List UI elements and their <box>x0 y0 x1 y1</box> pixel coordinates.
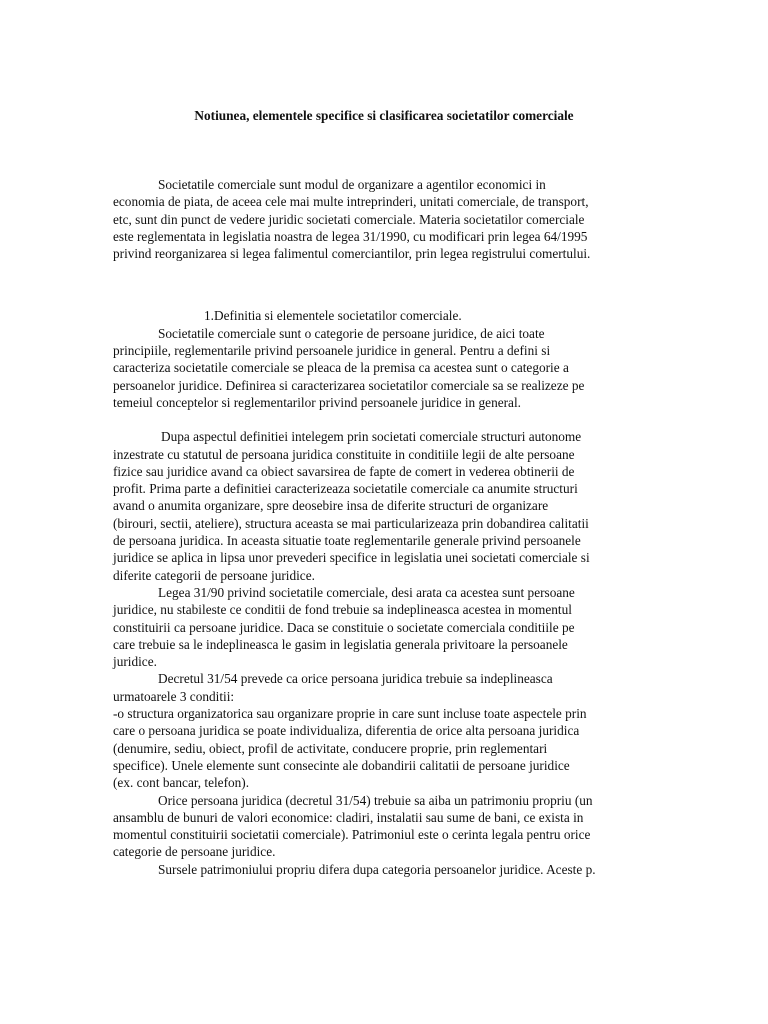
text-line: caracteriza societatile comerciale se pleaca de la premisa ca acestea sunt o categorie a <box>113 360 569 376</box>
text-line: avand o anumita organizare, spre deosebire insa de diferite structuri de organizare <box>113 498 549 514</box>
document-title: Notiunea, elementele specifice si clasificarea societatilor comerciale <box>194 108 574 123</box>
text-line: profit. Prima parte a definitiei caracterizeaza societatile comerciale ca anumite structuri <box>113 481 578 497</box>
text-line: juridice se aplica in lipsa unor prevederi specifice in legislatia unei societati comerciale si <box>113 550 590 566</box>
text-line: (denumire, sediu, obiect, profil de activitate, conducere proprie, prin reglementari <box>113 740 548 756</box>
text-line: ansamblu de bunuri de valori economice: cladiri, instalatii sau sume de bani, ce exista in <box>113 809 584 825</box>
text-line: Legea 31/90 privind societatile comerciale, desi arata ca acestea sunt persoane <box>158 584 575 600</box>
text-line: Sursele patrimoniului propriu difera dupa categoria persoanelor juridice. Aceste p. <box>158 861 596 877</box>
text-line: constituirii ca persoane juridice. Daca se constituie o societate comerciala conditiile pe <box>113 619 575 635</box>
section-heading: 1.Definitia si elementele societatilor comerciale. <box>204 308 462 324</box>
text-line: Decretul 31/54 prevede ca orice persoana juridica trebuie sa indeplineasca <box>158 671 553 687</box>
text-line: care trebuie sa le indeplineasca le gasim in legislatia generala privitoare la persoanele <box>113 636 568 652</box>
text-line: juridice. <box>113 654 157 670</box>
text-line: juridice, nu stabileste ce conditii de fond trebuie sa indeplineasca acestea in momentul <box>113 602 572 618</box>
text-line: Societatile comerciale sunt modul de organizare a agentilor economici in <box>158 177 546 192</box>
paragraph-1 <box>113 325 658 411</box>
text-line: Orice persoana juridica (decretul 31/54) trebuie sa aiba un patrimoniu propriu (un <box>158 792 593 808</box>
text-line: fizice sau juridice avand ca obiect savarsirea de fapte de comert in vederea obtinerii de <box>113 463 575 479</box>
text-line: (ex. cont bancar, telefon). <box>113 775 250 791</box>
paragraph-3 <box>113 584 658 670</box>
text-line: momentul constituirii societatii comerciale). Patrimoniul este o cerinta legala pentru orice <box>113 827 591 843</box>
text-line: care o persoana juridica se poate individualiza, diferentia de orice alta persoana juridica <box>113 723 580 739</box>
text-line: -o structura organizatorica sau organizare proprie in care sunt incluse toate aspectele prin <box>113 706 587 722</box>
paragraph-4 <box>113 670 658 791</box>
text-line: categorie de persoane juridice. <box>113 844 276 860</box>
text-line: persoanelor juridice. Definirea si caracterizarea societatilor comerciale sa se realizeze pe <box>113 377 585 393</box>
spacer <box>113 411 658 428</box>
text-line: economia de piata, de aceea cele mai multe intreprinderi, unitati comerciale, de transport, <box>113 194 589 210</box>
spacer <box>113 262 658 307</box>
text-line: (birouri, sectii, ateliere), structura aceasta se mai particularizeaza prin dobandirea calitatii <box>113 515 589 531</box>
paragraph-6 <box>113 861 658 878</box>
text-line: Societatile comerciale sunt o categorie de persoane juridice, de aici toate <box>158 325 545 341</box>
text-line: etc, sunt din punct de vedere juridic societati comerciale. Materia societatilor comerciale <box>113 211 585 227</box>
paragraph-2 <box>113 428 658 584</box>
text-line: temeiul conceptelor si reglementarilor privind persoanele juridice in general. <box>113 394 521 410</box>
text-line: de persoana juridica. In aceasta situatie toate reglementarile generale privind persoanele <box>113 533 581 549</box>
text-line: principiile, reglementarile privind persoanele juridice in general. Pentru a defini si <box>113 343 551 359</box>
text-line: Dupa aspectul definitiei intelegem prin societati comerciale structuri autonome <box>161 429 582 445</box>
text-line: inzestrate cu statutul de persoana juridica constituite in conditiile legii de alte persoane <box>113 446 575 462</box>
text-line: diferite categorii de persoane juridice. <box>113 567 315 583</box>
text-line: urmatoarele 3 conditii: <box>113 688 235 704</box>
text-line: specifice). Unele elemente sunt consecinte ale dobandirii calitatii de persoane juridice <box>113 757 570 773</box>
document-body <box>113 176 658 878</box>
text-line: este reglementata in legislatia noastra de legea 31/1990, cu modificari prin legea 64/1995 <box>113 228 588 244</box>
text-line: privind reorganizarea si legea falimentul comerciantilor, prin legea registrului comertului. <box>113 246 591 262</box>
intro-paragraph <box>113 176 658 262</box>
paragraph-5 <box>113 792 658 861</box>
